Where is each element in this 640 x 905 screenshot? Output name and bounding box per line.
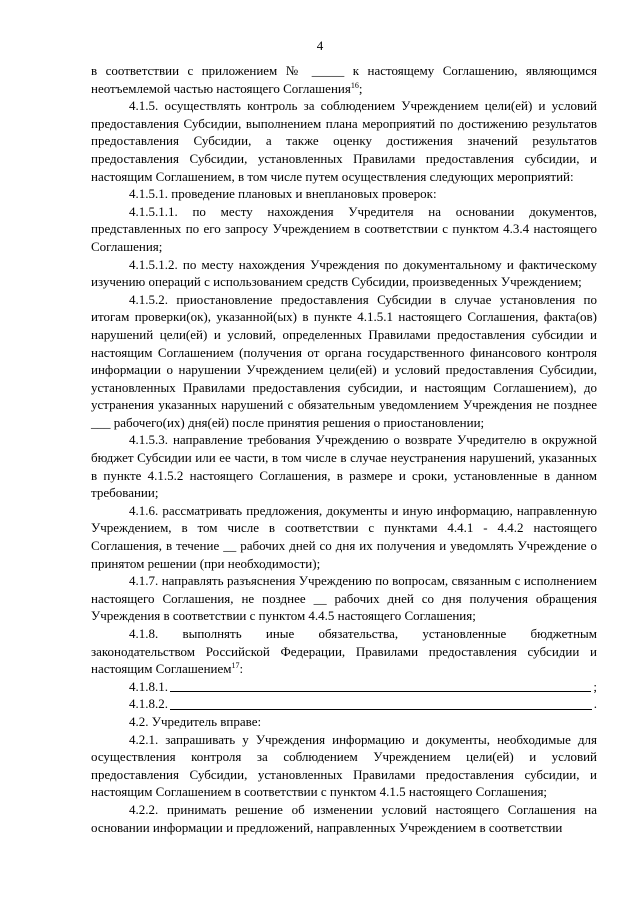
paragraph-text: 4.1.5.1.1. по месту нахождения Учредителя на основании документов, представленных по его запросу Учреждением в соответствии с пунктом 4.3.4 настоящего Соглашения; <box>91 203 597 254</box>
paragraph-text: в соответствии с приложением № _____ к настоящему Соглашению, являющимся неотъемлемой частью настоящего Соглашения <box>91 63 597 96</box>
footnote-marker: 17 <box>231 661 240 671</box>
paragraph-text: 4.1.6. рассматривать предложения, документы и иную информацию, направленную Учреждением, в том числе в соответствии с пунктами 4.4.1 - 4.4.2 настоящего Соглашения, в течение __ рабочих дней со дня их получения и уведомлять Учреждение о принятом решении (при необходимости); <box>91 502 597 571</box>
paragraph-block <box>91 713 597 836</box>
blank-underline <box>170 697 592 710</box>
fill-lines-block <box>91 678 597 713</box>
paragraph-block <box>91 62 597 678</box>
fill-line-punctuation: ; <box>593 678 597 694</box>
blank-underline <box>170 679 591 692</box>
footnote-marker: 16 <box>350 80 359 90</box>
fill-in-line <box>91 678 597 696</box>
paragraph <box>91 431 597 501</box>
paragraph-text: 4.1.7. направлять разъяснения Учреждению по вопросам, связанным с исполнением настоящего Соглашения, не позднее __ рабочих дней со дня получения обращения Учреждения в соответствии с пунктом 4.4.5 настоящего Соглашения; <box>91 573 597 624</box>
page-number: 4 <box>316 38 324 53</box>
paragraph <box>91 62 597 97</box>
paragraph <box>91 801 597 836</box>
paragraph <box>91 256 597 291</box>
paragraph-text: 4.2. Учредитель вправе: <box>129 713 262 729</box>
fill-line-label: 4.1.8.2. <box>129 696 168 712</box>
paragraph <box>91 713 597 731</box>
paragraph <box>91 185 597 203</box>
paragraph <box>91 291 597 432</box>
paragraph <box>91 731 597 801</box>
paragraph <box>91 97 597 185</box>
fill-line-label: 4.1.8.1. <box>129 678 168 694</box>
paragraph-text: 4.1.5.2. приостановление предоставления Субсидии в случае установления по итогам проверки(ок), указанной(ых) в пункте 4.1.5.1 настоящего Соглашения, факта(ов) нарушений цели(ей) и условий, определенных Правилами предоставления субсидии и настоящим Соглашением (получения от органа государственного финансового контроля информации о нарушении Учреждением цели(ей) и условий предоставления Субсидии, установленных Правилами предоставления субсидии, и настоящим Соглашением), до устранения указанных нарушений с обязательным уведомлением Учреждения не позднее ___ рабочего(их) дня(ей) после принятия решения о приостановлении; <box>91 291 597 430</box>
fill-in-line <box>91 695 597 713</box>
paragraph-punctuation: ; <box>358 80 363 96</box>
paragraph-text: 4.2.1. запрашивать у Учреждения информацию и документы, необходимые для осуществления контроля за соблюдением Учреждением цели(ей) и условий предоставления Субсидии, установленных Правилами предоставления субсидии, и настоящим Соглашением в соответствии с пунктом 4.1.5 настоящего Соглашения; <box>91 731 597 800</box>
paragraph-text: 4.1.8. выполнять иные обязательства, установленные бюджетным законодательством Российской Федерации, Правилами предоставления субсидии и настоящим Соглашением <box>91 626 597 677</box>
paragraph <box>91 502 597 572</box>
paragraph <box>91 572 597 625</box>
fill-line-punctuation: . <box>593 696 597 712</box>
paragraph <box>91 203 597 256</box>
paragraph <box>91 625 597 678</box>
paragraph-text: 4.1.5.1. проведение плановых и внеплановых проверок: <box>129 186 437 202</box>
paragraph-text: 4.1.5.1.2. по месту нахождения Учреждения по документальному и фактическому изучению операций с использованием средств Субсидии, произведенных Учреждением; <box>91 256 597 290</box>
paragraph-punctuation: : <box>239 661 244 677</box>
paragraph-text: 4.1.5.3. направление требования Учреждению о возврате Учредителю в окружной бюджет Субсидии или ее части, в том числе в случае неустранения нарушений, указанных в пункте 4.1.5.2 настоящего Соглашения, в размере и сроки, установленные в данном требовании; <box>91 432 597 501</box>
document-body <box>91 62 597 836</box>
paragraph-text: 4.2.2. принимать решение об изменении условий настоящего Соглашения на основании информации и предложений, направленных Учреждением в соответствии <box>91 801 597 835</box>
paragraph-text: 4.1.5. осуществлять контроль за соблюдением Учреждением цели(ей) и условий предоставления Субсидии, выполнением плана мероприятий по достижению результатов предоставления Субсидии, а также оценку достижения значений результатов предоставления Субсидии, установленных Правилами предоставления субсидии, и настоящим Соглашением, в том числе путем осуществления следующих мероприятий: <box>91 98 597 184</box>
